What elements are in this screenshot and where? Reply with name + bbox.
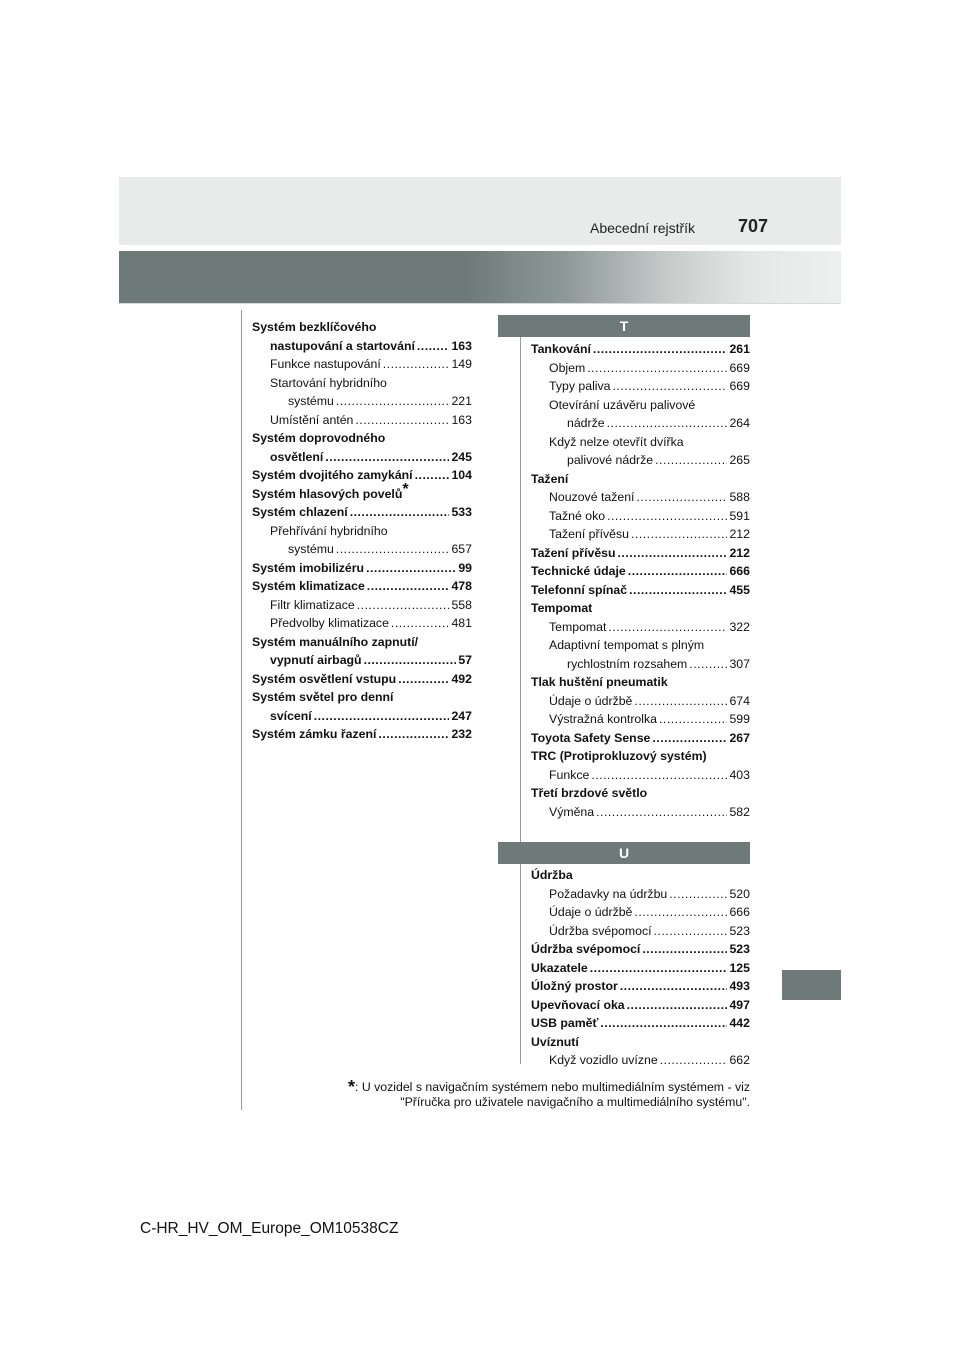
column-rule-left	[241, 310, 242, 1110]
entry-term: Tažení přívěsu	[531, 545, 616, 560]
index-heading	[531, 866, 750, 885]
entry-term: nádrže	[567, 416, 605, 430]
heading-text: Systém bezklíčového	[252, 320, 377, 334]
dot-leader	[325, 448, 449, 467]
dot-leader	[629, 581, 727, 600]
index-entry	[252, 596, 472, 615]
divider	[119, 303, 841, 304]
dot-leader	[391, 614, 450, 633]
dot-leader	[652, 729, 727, 748]
heading-text: Když nelze otevřít dvířka	[549, 434, 684, 449]
dot-leader	[607, 414, 728, 433]
index-entry	[531, 940, 750, 959]
index-entry	[252, 448, 472, 467]
entry-term: Upevňovací oka	[531, 997, 625, 1012]
entry-term: palivové nádrže	[567, 453, 654, 467]
heading-text: Otevírání uzávěru palivové	[549, 397, 696, 412]
heading-text: Systém světel pro denní	[252, 690, 394, 704]
heading-text: Systém hlasových povelů	[252, 486, 403, 501]
index-entry	[252, 540, 472, 559]
entry-term: Předvolby klimatizace	[270, 616, 389, 630]
entry-page: 662	[729, 1053, 750, 1067]
entry-page: 669	[729, 360, 750, 375]
footnote-marker: *	[402, 480, 409, 498]
dot-leader	[415, 466, 450, 485]
dot-leader	[366, 559, 456, 578]
entry-page: 674	[729, 693, 750, 708]
chapter-tab	[782, 970, 841, 1000]
index-entry	[531, 507, 750, 526]
entry-term: Tankování	[531, 342, 591, 356]
entry-page: 221	[451, 394, 472, 408]
entry-term: Výstražná kontrolka	[549, 712, 657, 726]
entry-term: Technické údaje	[531, 564, 626, 578]
entry-term: vypnutí airbagů	[270, 653, 362, 667]
dot-leader	[417, 337, 450, 356]
index-entry	[531, 959, 750, 978]
entry-term: Systém dvojitého zamykání	[252, 468, 413, 482]
entry-term: Údržba svépomocí	[549, 923, 652, 938]
dot-leader	[364, 651, 457, 670]
entry-page: 403	[729, 767, 750, 782]
entry-page: 265	[729, 453, 750, 467]
dot-leader	[607, 507, 727, 526]
entry-term: Systém klimatizace	[252, 579, 365, 593]
index-entry	[531, 581, 750, 600]
entry-term: Tempomat	[549, 619, 607, 634]
index-entry	[531, 977, 750, 996]
dot-leader	[627, 996, 728, 1015]
index-entry	[252, 614, 472, 633]
index-entry	[252, 577, 472, 596]
chapter-banner	[119, 251, 841, 303]
entry-page: 520	[729, 886, 750, 901]
index-heading	[531, 1033, 750, 1052]
heading-text: Třetí brzdové světlo	[531, 786, 648, 800]
index-entry	[531, 1014, 750, 1033]
entry-term: Tažné oko	[549, 508, 606, 523]
dot-leader	[620, 977, 728, 996]
index-entry	[531, 451, 750, 470]
dot-leader	[660, 1051, 728, 1070]
index-heading	[252, 522, 472, 541]
entry-term: Umístění antén	[270, 412, 354, 427]
index-entry	[531, 922, 750, 941]
index-heading	[252, 480, 472, 504]
dot-leader	[634, 692, 727, 711]
heading-text: Systém doprovodného	[252, 431, 386, 445]
entry-term: Ukazatele	[531, 960, 588, 975]
index-heading	[531, 396, 750, 415]
entry-page: 149	[451, 357, 472, 371]
index-entry	[531, 562, 750, 581]
index-entry	[252, 707, 472, 726]
index-entry	[531, 710, 750, 729]
dot-leader	[593, 340, 728, 359]
entry-term: Výměna	[549, 804, 595, 819]
entry-page: 493	[729, 979, 750, 993]
entry-page: 261	[729, 342, 750, 356]
index-column-left	[252, 318, 472, 744]
index-entry	[531, 996, 750, 1015]
heading-text: TRC (Protiprokluzový systém)	[531, 749, 707, 763]
index-entry	[531, 359, 750, 378]
dot-leader	[654, 922, 728, 941]
entry-page: 212	[729, 545, 750, 560]
index-entry	[252, 670, 472, 689]
index-entry	[531, 766, 750, 785]
entry-page: 666	[729, 905, 750, 919]
footnote-line-2: "Příručka pro uživatele navigačního a multimediálního systému".	[400, 1095, 750, 1109]
entry-term: Když vozidlo uvízne	[549, 1053, 658, 1067]
heading-text: Tažení	[531, 471, 569, 486]
dot-leader	[378, 725, 449, 744]
heading-text: Adaptivní tempomat s plným	[549, 638, 705, 652]
dot-leader	[642, 940, 727, 959]
entry-term: Údaje o údržbě	[549, 905, 633, 919]
dot-leader	[613, 377, 728, 396]
dot-leader	[591, 766, 727, 785]
entry-page: 163	[451, 338, 472, 353]
dot-leader	[596, 803, 727, 822]
index-heading	[531, 784, 750, 803]
entry-page: 558	[451, 597, 472, 612]
entry-page: 212	[729, 527, 750, 541]
index-entry	[252, 503, 472, 522]
dot-leader	[590, 959, 728, 978]
dot-leader	[398, 670, 449, 689]
entry-term: nastupování a startování	[270, 338, 415, 353]
index-entry	[252, 337, 472, 356]
section-header-u: U	[498, 842, 750, 864]
entry-page: 322	[729, 619, 750, 634]
entry-term: systému	[288, 394, 334, 408]
index-heading	[531, 433, 750, 452]
index-entry	[252, 466, 472, 485]
entry-page: 99	[458, 560, 472, 575]
index-entry	[531, 488, 750, 507]
dot-leader	[355, 411, 449, 430]
entry-page: 657	[451, 542, 472, 556]
index-heading	[252, 429, 472, 448]
entry-term: Objem	[549, 360, 586, 375]
index-entry	[252, 559, 472, 578]
entry-term: Nouzové tažení	[549, 490, 635, 504]
index-entry	[531, 692, 750, 711]
dot-leader	[608, 618, 727, 637]
page-number: 707	[738, 216, 769, 236]
index-heading	[252, 374, 472, 393]
index-entry	[531, 414, 750, 433]
index-entry	[252, 411, 472, 430]
index-entry	[531, 525, 750, 544]
dot-leader	[669, 885, 727, 904]
entry-page: 497	[729, 997, 750, 1012]
entry-term: Funkce	[549, 767, 590, 782]
index-section-t	[531, 340, 750, 821]
entry-page: 264	[729, 416, 750, 430]
entry-page: 455	[729, 582, 750, 597]
entry-term: rychlostním rozsahem	[567, 656, 688, 671]
index-heading	[531, 747, 750, 766]
heading-text: Systém manuálního zapnutí/	[252, 634, 419, 649]
footnote	[290, 1077, 750, 1110]
entry-page: 307	[729, 656, 750, 671]
dot-leader	[357, 596, 450, 615]
column-rule-middle	[520, 336, 521, 1064]
dot-leader	[383, 355, 450, 374]
entry-page: 492	[451, 671, 472, 686]
entry-term: systému	[288, 542, 334, 556]
entry-term: USB paměť	[531, 1016, 599, 1030]
entry-term: osvětlení	[270, 449, 324, 464]
index-heading	[252, 688, 472, 707]
entry-page: 533	[451, 505, 472, 519]
heading-text: Startování hybridního	[270, 375, 387, 390]
dot-leader	[600, 1014, 727, 1033]
entry-page: 481	[451, 616, 472, 630]
index-entry	[531, 729, 750, 748]
header-band	[119, 177, 841, 245]
entry-term: Systém zámku řazení	[252, 727, 377, 741]
heading-text: Tlak huštění pneumatik	[531, 675, 668, 689]
dot-leader	[587, 359, 727, 378]
dot-leader	[314, 707, 450, 726]
page-title: Abecední rejstřík	[590, 220, 696, 236]
index-heading	[531, 599, 750, 618]
index-heading	[531, 470, 750, 489]
entry-page: 582	[729, 804, 750, 819]
entry-term: Systém chlazení	[252, 505, 348, 519]
entry-term: Údaje o údržbě	[549, 693, 633, 708]
heading-text: Přehřívání hybridního	[270, 523, 388, 538]
dot-leader	[659, 710, 727, 729]
entry-term: Systém osvětlení vstupu	[252, 671, 397, 686]
entry-page: 245	[451, 449, 472, 464]
entry-term: Toyota Safety Sense	[531, 730, 651, 745]
heading-text: Údržba	[531, 868, 573, 882]
entry-page: 267	[729, 730, 750, 745]
entry-page: 442	[729, 1016, 750, 1030]
entry-term: Údržba svépomocí	[531, 942, 641, 956]
entry-term: Požadavky na údržbu	[549, 886, 668, 901]
entry-term: svícení	[270, 708, 312, 723]
entry-term: Funkce nastupování	[270, 357, 381, 371]
index-heading	[531, 673, 750, 692]
dot-leader	[628, 562, 728, 581]
entry-page: 588	[729, 490, 750, 504]
index-entry	[252, 392, 472, 411]
dot-leader	[367, 577, 450, 596]
index-entry	[252, 725, 472, 744]
entry-term: Typy paliva	[549, 379, 611, 393]
index-entry	[531, 618, 750, 637]
index-entry	[531, 885, 750, 904]
entry-term: Telefonní spínač	[531, 582, 628, 597]
entry-page: 57	[458, 653, 472, 667]
footnote-star: *	[347, 1077, 355, 1097]
entry-page: 104	[451, 468, 472, 482]
dot-leader	[350, 503, 450, 522]
index-entry	[531, 803, 750, 822]
index-section-u	[531, 866, 750, 1070]
entry-term: Filtr klimatizace	[270, 597, 355, 612]
entry-page: 669	[729, 379, 750, 393]
entry-page: 523	[729, 923, 750, 938]
index-heading	[252, 318, 472, 337]
index-heading	[252, 633, 472, 652]
entry-page: 666	[729, 564, 750, 578]
dot-leader	[634, 903, 727, 922]
heading-text: Tempomat	[531, 601, 593, 615]
entry-page: 478	[451, 579, 472, 593]
entry-page: 232	[451, 727, 472, 741]
dot-leader	[336, 540, 450, 559]
entry-term: Systém imobilizéru	[252, 560, 365, 575]
index-entry	[531, 1051, 750, 1070]
entry-page: 125	[729, 960, 750, 975]
dot-leader	[655, 451, 727, 470]
entry-term: Úložný prostor	[531, 979, 618, 993]
entry-page: 247	[451, 708, 472, 723]
index-entry	[252, 651, 472, 670]
entry-page: 591	[729, 508, 750, 523]
index-entry	[531, 340, 750, 359]
dot-leader	[636, 488, 727, 507]
dot-leader	[689, 655, 727, 674]
index-entry	[252, 355, 472, 374]
heading-text: Uvíznutí	[531, 1034, 579, 1049]
dot-leader	[336, 392, 450, 411]
dot-leader	[631, 525, 727, 544]
index-entry	[531, 544, 750, 563]
section-header-t: T	[498, 315, 750, 337]
index-entry	[531, 655, 750, 674]
entry-page: 163	[451, 412, 472, 427]
entry-term: Tažení přívěsu	[549, 527, 629, 541]
entry-page: 599	[729, 712, 750, 726]
index-heading	[531, 636, 750, 655]
index-entry	[531, 903, 750, 922]
footnote-line-1: : U vozidel s navigačním systémem nebo multimediálním systémem - viz	[355, 1080, 750, 1094]
index-entry	[531, 377, 750, 396]
entry-page: 523	[729, 942, 750, 956]
document-code: C-HR_HV_OM_Europe_OM10538CZ	[140, 1220, 399, 1237]
dot-leader	[618, 544, 728, 563]
